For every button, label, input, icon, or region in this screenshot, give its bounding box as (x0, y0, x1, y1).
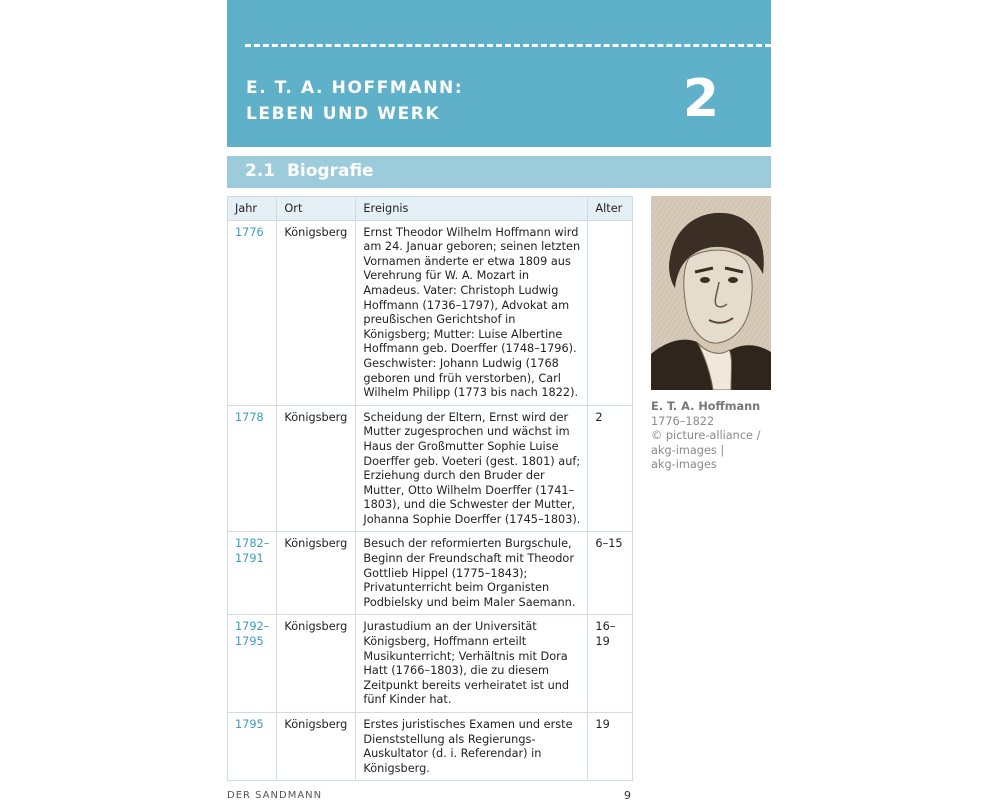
chapter-title-line-2: LEBEN UND WERK (246, 104, 441, 124)
portrait-caption (651, 400, 781, 473)
footer-book-title: DER SANDMANN (227, 790, 323, 801)
row-age: 6–15 (588, 532, 633, 615)
caption-name: E. T. A. Hoffmann (651, 400, 761, 413)
row-age: 16–19 (588, 615, 633, 713)
row-place: Königsberg (277, 532, 356, 615)
table-row (228, 713, 633, 781)
row-place: Königsberg (277, 713, 356, 781)
portrait-image (651, 196, 771, 390)
section-number: 2.1 (245, 161, 276, 181)
column-header-year: Jahr (228, 197, 277, 221)
biography-table (227, 196, 633, 781)
chapter-number: 2 (682, 69, 719, 129)
chapter-header (227, 0, 771, 147)
caption-credit-line-2: akg-images | (651, 443, 725, 457)
table-row (228, 532, 633, 615)
row-event: Jurastudium an der Universität Königsberg, Hoffmann erteilt Musikunterricht; Verhältnis mit Dora Hatt (1766–1803), die zu diesem Zeitpunkt bereits verheiratet ist und fünf Kinder hat. (356, 615, 588, 713)
row-year: 1792–1795 (228, 615, 277, 713)
row-age (588, 220, 633, 405)
row-place: Königsberg (277, 405, 356, 532)
portrait-engraving (651, 196, 771, 390)
caption-credit-line-1: © picture-alliance / (651, 429, 761, 443)
caption-credit-line-3: akg-images (651, 458, 717, 472)
row-year: 1795 (228, 713, 277, 781)
section-header (227, 156, 771, 188)
dashed-divider (245, 44, 771, 47)
section-title-text: Biografie (286, 161, 374, 181)
column-header-event: Ereignis (356, 197, 588, 221)
row-year: 1778 (228, 405, 277, 532)
chapter-title (246, 75, 463, 127)
row-place: Königsberg (277, 220, 356, 405)
page-number: 9 (624, 789, 631, 802)
row-age: 19 (588, 713, 633, 781)
table-header-row (228, 197, 633, 221)
row-event: Erstes juristisches Examen und erste Dienststellung als Regierungs-Auskultator (d. i. Referendar) in Königsberg. (356, 713, 588, 781)
column-header-place: Ort (277, 197, 356, 221)
chapter-title-line-1: E. T. A. HOFFMANN: (246, 78, 464, 98)
row-age: 2 (588, 405, 633, 532)
table-row (228, 220, 633, 405)
column-header-age: Alter (588, 197, 633, 221)
row-year: 1782–1791 (228, 532, 277, 615)
row-event: Besuch der reformierten Burgschule, Beginn der Freundschaft mit Theodor Gottlieb Hippel (1775–1843); Privatunterricht beim Organisten Podbielsky und beim Maler Saemann. (356, 532, 588, 615)
row-event: Scheidung der Eltern, Ernst wird der Mutter zugesprochen und wächst im Haus der Großmutter Sophie Luise Doerffer geb. Voeteri (gest. 1801) auf; Erziehung durch den Bruder der Mutter, Otto Wilhelm Doerffer (1741–1803), und die Schwester der Mutter, Johanna Sophie Doerffer (1745–1803). (356, 405, 588, 532)
row-event: Ernst Theodor Wilhelm Hoffmann wird am 24. Januar geboren; seinen letzten Vornamen änderte er etwa 1809 aus Verehrung für W. A. Mozart in Amadeus. Vater: Christoph Ludwig Hoffmann (1736–1797), Advokat am preußischen Gerichtshof in Königsberg; Mutter: Luise Albertine Hoffmann geb. Doerffer (1748–1796). Geschwister: Johann Ludwig (1768 geboren und früh verstorben), Carl Wilhelm Philipp (1773 bis nach 1822). (356, 220, 588, 405)
table-row (228, 405, 633, 532)
caption-dates: 1776–1822 (651, 414, 715, 428)
table-row (228, 615, 633, 713)
row-year: 1776 (228, 220, 277, 405)
section-title (245, 161, 374, 181)
row-place: Königsberg (277, 615, 356, 713)
